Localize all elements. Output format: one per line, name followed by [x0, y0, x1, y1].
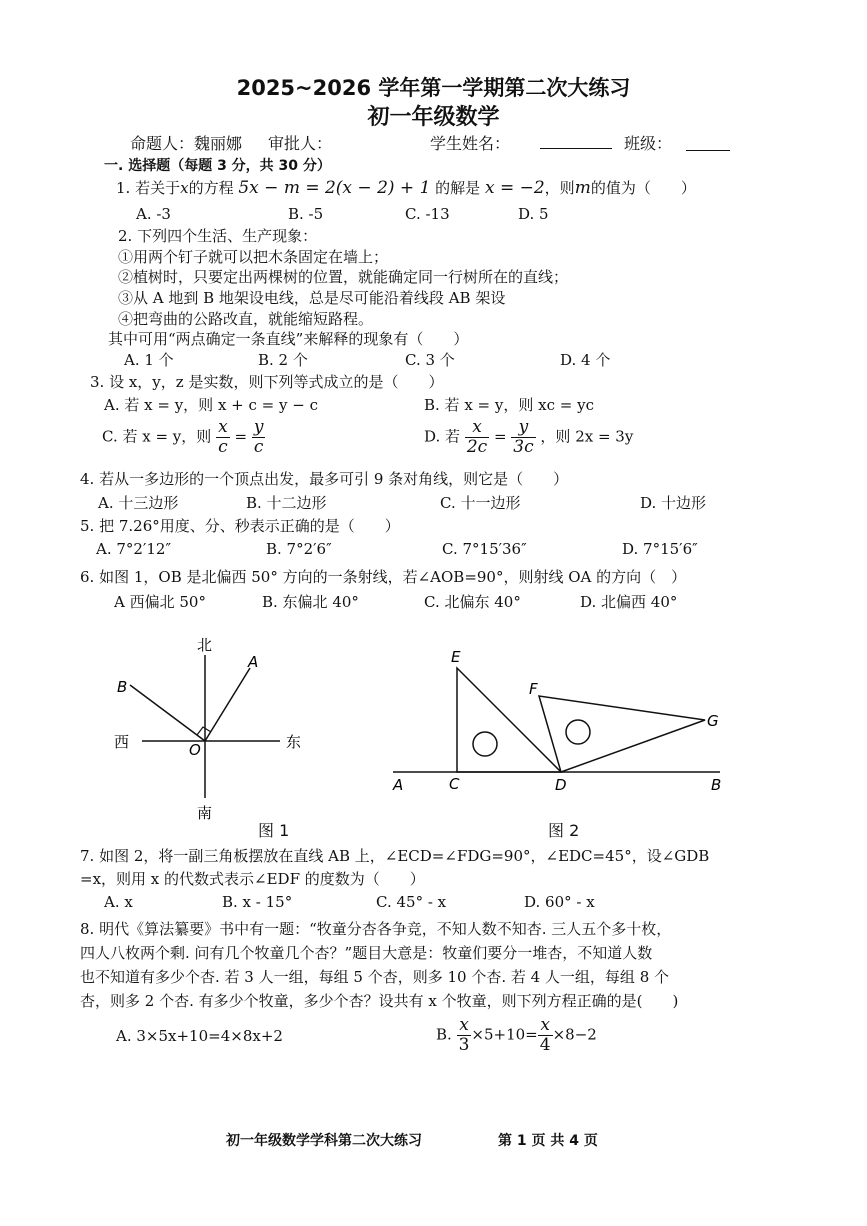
- approver-label: 审批人：: [268, 134, 333, 153]
- q5-option-c[interactable]: C. 7°15′36″: [442, 540, 527, 558]
- q6-option-a[interactable]: A 西偏北 50°: [114, 593, 206, 611]
- question-8-line-2: 四人八枚两个剩. 问有几个牧童几个杏？”题目大意是：牧童们要分一堆杏，不知道人数: [80, 944, 653, 962]
- q4-option-b[interactable]: B. 十二边形: [246, 494, 327, 512]
- q1-mid: 的方程: [188, 179, 234, 197]
- question-8-line-1: 8. 明代《算法纂要》书中有一题：“牧童分杏各争竞，不知人数不知杏. 三人五个多十枚，: [80, 920, 672, 938]
- q1-option-c[interactable]: C. -13: [405, 205, 450, 223]
- label-b: B: [711, 776, 722, 794]
- question-3-stem: 3. 设 x，y，z 是实数，则下列等式成立的是（ ）: [90, 373, 444, 391]
- q3-d-num1: x: [465, 418, 489, 438]
- label-c: C: [449, 775, 460, 793]
- label-north: 北: [197, 636, 213, 654]
- q8-b-mid: ×5+10=: [471, 1025, 538, 1044]
- q6-option-d[interactable]: D. 北偏西 40°: [580, 593, 678, 611]
- question-1-stem: [116, 177, 696, 198]
- label-g: G: [707, 712, 719, 730]
- q2-option-a[interactable]: A. 1 个: [124, 351, 174, 369]
- q7-option-c[interactable]: C. 45° - x: [376, 893, 447, 911]
- q7-option-b[interactable]: B. x - 15°: [222, 893, 293, 911]
- q2-question: 其中可用“两点确定一条直线”来解释的现象有（ ）: [108, 330, 469, 348]
- q3-d-suffix: ，则 2x = 3y: [540, 427, 634, 446]
- q7-option-a[interactable]: A. x: [104, 893, 133, 911]
- q3-d-prefix: D. 若: [424, 427, 461, 446]
- label-f: F: [529, 680, 538, 698]
- q8-b-frac-2: [538, 1016, 553, 1055]
- q8-b-den2: 4: [539, 1035, 551, 1055]
- q4-option-d[interactable]: D. 十边形: [640, 494, 707, 512]
- q3-c-eq: =: [234, 427, 248, 446]
- q1-solution: x = −2: [484, 178, 545, 198]
- q3-d-den2: 3c: [513, 437, 534, 457]
- figure-1: [100, 630, 330, 830]
- triangle-hole-1: [473, 732, 497, 756]
- question-8-line-4: 杏，则多 2 个杏. 有多少个牧童，多少个杏？设共有 x 个牧童，则下列方程正确的是( ): [80, 992, 679, 1010]
- class-label: 班级：: [624, 134, 673, 153]
- question-4-stem: 4. 若从一多边形的一个顶点出发，最多可引 9 条对角线，则它是（ ）: [80, 470, 569, 488]
- q1-option-b[interactable]: B. -5: [288, 205, 324, 223]
- q1-m: m: [574, 178, 591, 198]
- q3-c-num2: y: [253, 417, 264, 437]
- q3-d-den1: 2c: [466, 437, 488, 457]
- q3-d-eq: =: [493, 427, 507, 446]
- label-south: 南: [197, 804, 213, 822]
- q8-b-num1: x: [457, 1016, 472, 1036]
- q4-option-c[interactable]: C. 十一边形: [440, 494, 521, 512]
- q1-end2: 的值为（ ）: [590, 179, 696, 197]
- q7-option-d[interactable]: D. 60° - x: [524, 893, 595, 911]
- triangle-hole-2: [566, 720, 590, 744]
- q2-item-3: ③从 A 地到 B 地架设电线，总是尽可能沿着线段 AB 架设: [118, 289, 506, 307]
- q3-c-num1: x: [218, 417, 228, 437]
- label-d: D: [555, 776, 567, 794]
- q2-option-d[interactable]: D. 4 个: [560, 351, 611, 369]
- q4-option-a[interactable]: A. 十三边形: [98, 494, 179, 512]
- q3-c-den2: c: [253, 437, 264, 457]
- student-name-blank[interactable]: [540, 148, 612, 149]
- q1-option-d[interactable]: D. 5: [518, 205, 549, 223]
- label-a: A: [248, 653, 259, 671]
- q6-option-c[interactable]: C. 北偏东 40°: [424, 593, 521, 611]
- q3-option-b[interactable]: B. 若 x = y，则 xc = yc: [424, 396, 594, 414]
- q8-b-frac-1: [457, 1016, 472, 1055]
- label-a: A: [393, 776, 404, 794]
- q3-d-num2: y: [511, 418, 535, 438]
- figure-2-caption: 图 2: [548, 821, 580, 840]
- section-heading: 一. 选择题（每题 3 分，共 30 分）: [104, 158, 331, 174]
- q3-c-prefix: C. 若 x = y，则: [102, 427, 212, 446]
- label-b: B: [117, 678, 128, 696]
- triangle-fdg: [539, 696, 705, 772]
- q3-d-frac-1: [465, 418, 489, 457]
- author-label: 命题人：魏丽娜: [130, 134, 243, 153]
- q1-equation: 5x − m = 2(x − 2) + 1: [238, 178, 431, 198]
- exam-title: 2025~2026 学年第一学期第二次大练习: [236, 76, 631, 100]
- q1-option-a[interactable]: A. -3: [136, 205, 171, 223]
- q1-prefix: 1. 若关于: [116, 179, 181, 197]
- question-7-line-2: =x，则用 x 的代数式表示∠EDF 的度数为（ ）: [80, 870, 425, 888]
- footer-page-number: 第 1 页 共 4 页: [498, 1133, 598, 1149]
- q8-option-b[interactable]: [436, 1016, 597, 1055]
- q5-option-d[interactable]: D. 7°15′6″: [622, 540, 698, 558]
- label-west: 西: [114, 733, 130, 751]
- figure-2: [385, 640, 735, 800]
- q2-item-2: ②植树时，只要定出两棵树的位置，就能确定同一行树所在的直线；: [118, 268, 569, 286]
- q8-b-end: ×8−2: [552, 1025, 597, 1044]
- q2-item-1: ①用两个钉子就可以把木条固定在墙上；: [118, 248, 389, 266]
- q8-b-den1: 3: [458, 1035, 470, 1055]
- question-6-stem: 6. 如图 1，OB 是北偏西 50° 方向的一条射线，若∠AOB=90°，则射线 OA 的方向（ ）: [80, 568, 687, 586]
- question-8-line-3: 也不知道有多少个杏. 若 3 人一组，每组 5 个杏，则多 10 个杏. 若 4 人一组，每组 8 个: [80, 968, 670, 986]
- question-5-stem: 5. 把 7.26°用度、分、秒表示正确的是（ ）: [80, 517, 400, 535]
- q8-b-prefix: B.: [436, 1025, 452, 1044]
- q3-c-frac-1: [216, 418, 230, 457]
- q3-option-a[interactable]: A. 若 x = y，则 x + c = y − c: [104, 396, 318, 414]
- exam-subtitle: 初一年级数学: [367, 105, 500, 130]
- q8-b-num2: x: [538, 1016, 553, 1036]
- figure-1-caption: 图 1: [258, 821, 290, 840]
- q3-c-frac-2: [252, 418, 266, 457]
- label-o: O: [189, 741, 201, 759]
- class-blank[interactable]: [686, 150, 730, 151]
- q1-end: ，则: [544, 179, 575, 197]
- question-2-stem: 2. 下列四个生活、生产现象：: [118, 227, 318, 245]
- q1-mid2: 的解是: [435, 179, 481, 197]
- ray-ob: [130, 685, 205, 741]
- label-east: 东: [286, 733, 302, 751]
- q1-var: x: [180, 179, 189, 197]
- student-name-label: 学生姓名：: [430, 134, 511, 153]
- question-7-line-1: 7. 如图 2，将一副三角板摆放在直线 AB 上，∠ECD=∠FDG=90°，∠EDC=45°，设∠GDB: [80, 847, 710, 865]
- q3-d-frac-2: [511, 418, 535, 457]
- ray-oa: [205, 668, 250, 741]
- label-e: E: [451, 648, 461, 666]
- q2-option-b[interactable]: B. 2 个: [258, 351, 308, 369]
- q8-option-a[interactable]: A. 3×5x+10=4×8x+2: [116, 1027, 283, 1045]
- q3-option-d[interactable]: [424, 418, 633, 457]
- q6-option-b[interactable]: B. 东偏北 40°: [262, 593, 359, 611]
- q2-item-4: ④把弯曲的公路改直，就能缩短路程。: [118, 310, 374, 328]
- footer-exam-name: 初一年级数学学科第二次大练习: [226, 1133, 422, 1149]
- q2-option-c[interactable]: C. 3 个: [405, 351, 455, 369]
- q3-c-den1: c: [218, 437, 228, 457]
- q5-option-a[interactable]: A. 7°2′12″: [96, 540, 172, 558]
- q5-option-b[interactable]: B. 7°2′6″: [266, 540, 332, 558]
- q3-option-c[interactable]: [102, 418, 265, 457]
